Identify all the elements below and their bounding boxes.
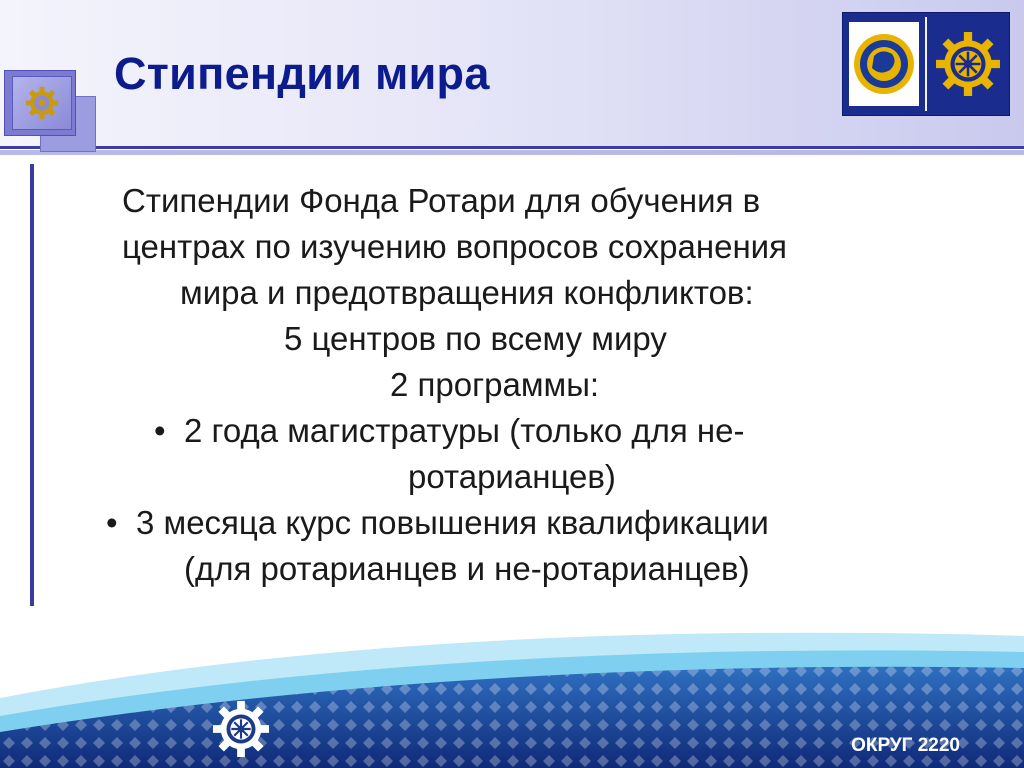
logo-divider: [925, 17, 927, 111]
bullet-item: [100, 500, 960, 546]
bullet-continuation: (для ротарианцев и не-ротарианцев): [184, 550, 750, 587]
body-line: центрах по изучению вопросов сохранения: [122, 228, 787, 265]
bullet-item: [100, 408, 960, 454]
rotary-gear-icon: [212, 700, 270, 758]
body-line: мира и предотвращения конфликтов:: [180, 274, 754, 311]
logo-panel: [842, 12, 1010, 116]
page-title: Стипендии мира: [114, 48, 490, 99]
footer-district-label: ОКРУГ 2220: [851, 735, 960, 756]
bullet-glyph: •: [154, 412, 166, 449]
bullet-text: 2 года магистратуры (только для не-: [184, 412, 745, 449]
body-line: 2 программы:: [390, 366, 600, 403]
rotary-gear-logo: [933, 22, 1003, 106]
rotary-foundation-logo: [849, 22, 919, 106]
decorative-square-front: [12, 76, 72, 130]
body-line: 5 центров по всему миру: [284, 320, 667, 357]
body-line: Стипендии Фонда Ротари для обучения в: [122, 182, 761, 219]
rotary-gear-icon: [25, 86, 59, 120]
left-vertical-rule: [30, 164, 34, 606]
bullet-continuation: ротарианцев): [408, 458, 616, 495]
bullet-text: 3 месяца курс повышения квалификации: [136, 504, 769, 541]
slide-body: [100, 178, 960, 592]
rotary-foundation-logo-graphic: [852, 32, 916, 96]
bullet-glyph: •: [106, 504, 118, 541]
rotary-gear-logo-graphic: [935, 31, 1001, 97]
